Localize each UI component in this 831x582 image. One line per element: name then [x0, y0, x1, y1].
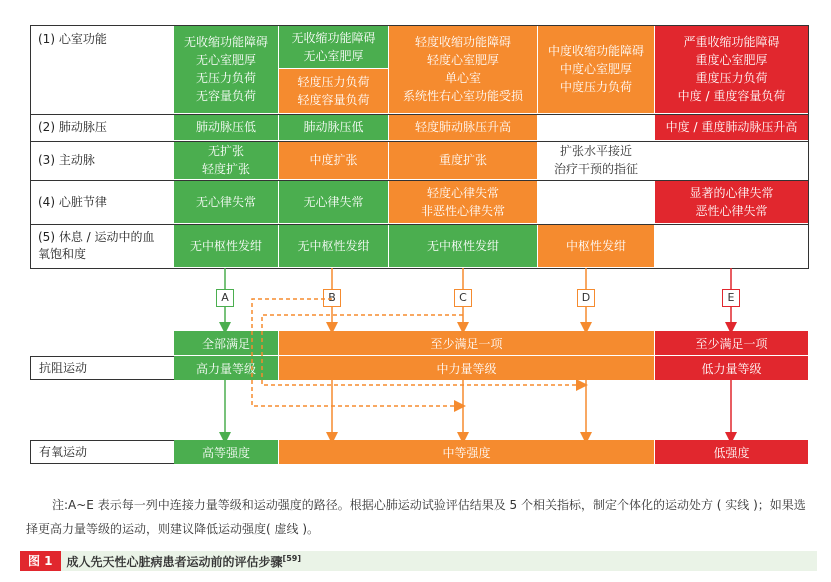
cell-line: 严重收缩功能障碍	[683, 35, 780, 49]
cell-line: 重度心室肥厚	[695, 53, 768, 67]
figure-tag: 图 1	[20, 551, 61, 571]
figure-title-text: 成人先天性心脏病患者运动前的评估步骤	[66, 554, 283, 569]
cell-line: 中度压力负荷	[559, 80, 632, 94]
cell-line: 中度心室肥厚	[559, 62, 632, 76]
path-node-d: D	[577, 289, 595, 307]
figure-caption	[20, 551, 817, 571]
cell-line: 无心室肥厚	[195, 53, 256, 67]
cell-line: 无中枢性发绀	[426, 238, 499, 253]
cell-line: 非恶性心律失常	[420, 203, 505, 218]
cell-line: 中度 / 重度肺动脉压升高	[665, 120, 798, 134]
cell-line: 重度扩张	[438, 153, 487, 167]
row-label-line: (5) 休息 / 运动中的血	[38, 230, 155, 244]
cell-line: 轻度扩张	[201, 162, 250, 176]
row-label: (2) 肺动脉压	[38, 120, 107, 134]
resistance-condition: 至少满足一项	[655, 331, 809, 355]
resistance-condition: 全部满足	[174, 331, 279, 355]
cell-line: 恶性心律失常	[695, 203, 768, 218]
cell-line: 肺动脉压低	[195, 120, 256, 134]
cell-line: 治疗干预的指征	[553, 162, 638, 176]
cell-line: 无心室肥厚	[303, 48, 364, 63]
aerobic-level: 高等强度	[174, 440, 279, 464]
cell-line: 中枢性发绀	[565, 238, 626, 253]
cell-line: 中度收缩功能障碍	[547, 44, 644, 58]
cell-line: 中度扩张	[309, 153, 358, 167]
cell-line: 无收缩功能障碍	[183, 35, 268, 49]
cell-line: 系统性右心室功能受损	[402, 89, 523, 103]
cell-line: 无扩张	[207, 144, 244, 158]
cell-line: 轻度压力负荷	[297, 75, 370, 89]
path-node-e: E	[722, 289, 740, 307]
resistance-level: 低力量等级	[655, 356, 809, 380]
figure-reference: [59]	[282, 553, 301, 563]
cell-line: 轻度肺动脉压升高	[414, 120, 511, 134]
path-node-a: A	[216, 289, 234, 307]
figure-title	[61, 553, 301, 570]
row-label: (1) 心室功能	[38, 32, 107, 46]
row-label-line: 氧饱和度	[38, 247, 87, 261]
figure-note: 注:A~E 表示每一列中连接力量等级和运动强度的路径。根据心肺运动试验评估结果及 5 个相关指标，制定个体化的运动处方 ( 实线 )；如果选择更高力量等级的运动，则建议降低运动强度( 虚线 )。	[26, 498, 806, 536]
row-label: (4) 心脏节律	[38, 194, 107, 209]
resistance-label: 抗阻运动	[30, 356, 174, 380]
cell-line: 无中枢性发绀	[189, 238, 262, 253]
aerobic-level: 中等强度	[279, 440, 655, 464]
resistance-level: 高力量等级	[174, 356, 279, 380]
aerobic-label: 有氧运动	[30, 440, 174, 464]
cell-line: 显著的心律失常	[689, 185, 774, 200]
cell-line: 无心律失常	[195, 194, 256, 209]
cell-line: 肺动脉压低	[303, 120, 364, 134]
resistance-level: 中力量等级	[279, 356, 655, 380]
resistance-condition: 至少满足一项	[279, 331, 655, 355]
cell-line: 中度 / 重度容量负荷	[677, 89, 786, 103]
cell-line: 无容量负荷	[195, 89, 256, 103]
dashed-path-inner	[262, 315, 582, 385]
cell-line: 轻度容量负荷	[297, 93, 370, 107]
aerobic-level: 低强度	[655, 440, 809, 464]
cell-line: 轻度收缩功能障碍	[414, 35, 511, 49]
cell-line: 轻度心室肥厚	[426, 53, 499, 67]
path-node-c: C	[454, 289, 472, 307]
cell-line: 重度压力负荷	[695, 71, 768, 85]
cell-line: 无中枢性发绀	[297, 238, 370, 253]
path-node-b: B	[323, 289, 341, 307]
row-label: (3) 主动脉	[38, 153, 95, 167]
cell-line: 无心律失常	[303, 194, 364, 209]
cell-line: 单心室	[444, 71, 481, 85]
cell-line: 扩张水平接近	[559, 144, 632, 158]
cell-line: 无收缩功能障碍	[291, 30, 376, 45]
cell-line: 轻度心律失常	[426, 185, 499, 200]
cell-line: 无压力负荷	[195, 71, 256, 85]
